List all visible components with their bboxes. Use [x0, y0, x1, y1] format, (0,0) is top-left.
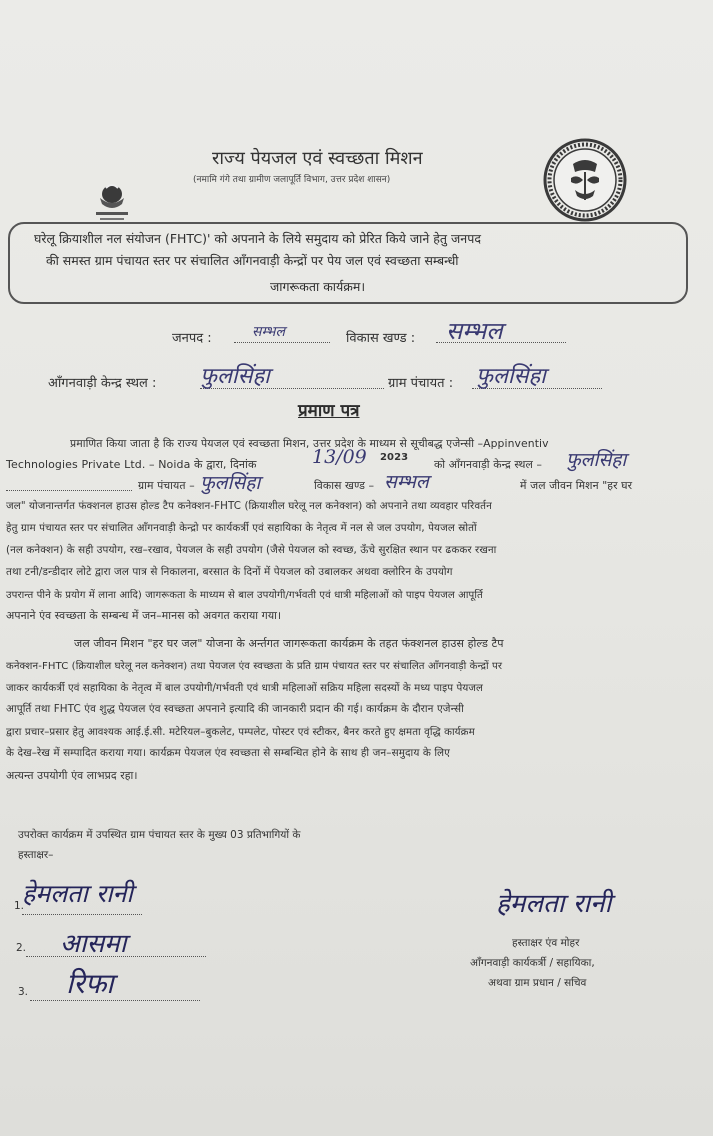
program-title-line2: की समस्त ग्राम पंचायत स्तर पर संचालित आँगनवाड़ी केन्द्रों पर पेय जल एवं स्वच्छता सम्बन्धी: [46, 253, 459, 268]
vikas-value-inline: सम्भल: [384, 471, 429, 493]
certificate-heading: प्रमाण पत्र: [298, 401, 360, 421]
signatory-3-number: 3.: [18, 986, 29, 998]
signatory-1-number: 1.: [14, 900, 25, 912]
vikas-khand-value: सम्भल: [446, 317, 503, 345]
para1-line2a: Technologies Private Ltd. – Noida के द्वारा, दिनांक: [6, 458, 257, 471]
official-designation-2: अथवा ग्राम प्रधान / सचिव: [488, 977, 587, 989]
gram-panchayat-label: ग्राम पंचायत :: [388, 376, 454, 391]
janpad-line: [234, 342, 330, 343]
para2-line3: जाकर कार्यकर्त्री एवं सहायिका के नेतृत्व में बाल उपयोगी/गर्भवती एवं धात्री महिलाओं सक्रिय महिला सदस्यों के मध्य पाइप पेयजल: [6, 683, 484, 694]
signatories-label: हस्ताक्षर–: [18, 849, 54, 861]
signatory-2-line: [26, 956, 206, 957]
jal-jeevan-mission-logo: [86, 178, 138, 226]
gram-value-inline: फुलसिंहा: [200, 472, 261, 494]
official-sign-seal-label: हस्ताक्षर एंव मोहर: [512, 937, 580, 949]
gram-panchayat-value: फुलसिंहा: [476, 364, 546, 389]
para1-line2b: को आँगनवाड़ी केन्द्र स्थल –: [434, 458, 542, 471]
signatory-1-line: [22, 914, 142, 915]
program-title-line3: जागरूकता कार्यक्रम।: [270, 279, 366, 294]
para2-line6: के देख–रेख में सम्पादित कराया गया। कार्यक्रम पेयजल एंव स्वच्छता से सम्बन्धित होने के साथ ही जन–समुदाय के लिए: [6, 747, 451, 759]
para2-line1: जल जीवन मिशन "हर घर जल" योजना के अर्न्तगत जागरूकता कार्यक्रम के तहत फंक्शनल हाउस होल्ड टैप: [74, 637, 504, 650]
signatory-3-line: [30, 1000, 200, 1001]
vikas-khand-label: विकास खण्ड :: [346, 331, 416, 346]
program-title-line1: घरेलू क्रियाशील नल संयोजन (FHTC)' को अपनाने के लिये समुदाय को प्रेरित किये जाने हेतु जनपद: [34, 231, 481, 246]
up-govt-emblem: [543, 138, 627, 222]
anganwadi-value: फुलसिंहा: [200, 364, 270, 389]
janpad-value: सम्भल: [252, 324, 285, 340]
signatory-2-signature: आसमा: [60, 929, 127, 959]
signatory-1-signature: हेमलता रानी: [22, 879, 133, 908]
para1-line5: हेतु ग्राम पंचायत स्तर पर संचालित आँगनवाड़ी केन्द्रो पर कार्यकर्त्री एवं सहायिका के नेतृत्व में नल से जल उपयोग, पेयजल स्रोतों: [6, 522, 477, 534]
para1-line9: अपनाने एंव स्वच्छता के सम्बन्ध में जन–मानस को अवगत कराया गया।: [6, 609, 282, 622]
para1-line3c: में जल जीवन मिशन "हर घर: [520, 479, 633, 492]
program-year: 2023: [380, 452, 409, 463]
para1-line8: उपरान्त पीने के प्रयोग में लाना आदि) जागरूकता के माध्यम से बाल उपयोगी/गर्भवती एवं धात्री महिलाओं को पाइप पेयजल आपूर्ति: [6, 590, 483, 601]
signatory-3-signature: रिफा: [66, 967, 114, 1000]
mission-subtitle: (नमामि गंगे तथा ग्रामीण जलापूर्ति विभाग, उत्तर प्रदेश शासन): [193, 175, 391, 185]
para1-line3b: विकास खण्ड –: [314, 479, 375, 492]
official-signature: हेमलता रानी: [496, 889, 612, 919]
official-designation-1: आँगनवाड़ी कार्यकर्त्री / सहायिका,: [470, 957, 595, 969]
anganwadi-label: आँगनवाड़ी केन्द्र स्थल :: [48, 376, 157, 391]
para1-line4: जल" योजनान्तर्गत फंक्शनल हाउस होल्ड टैप कनेक्शन-FHTC (क्रियाशील घरेलू नल कनेक्शन) को अपनाने तथा व्यवहार परिवर्तन: [6, 500, 492, 512]
para2-line7: अत्यन्त उपयोगी एंव लाभप्रद रहा।: [6, 769, 138, 782]
kendra-value-inline: फुलसिंहा: [566, 449, 627, 471]
para1-line6: (नल कनेक्शन) के सही उपयोग, रख–रखाव, पेयजल के सही उपयोग (जैसे पेयजल को स्वच्छ, ऊँचे सुरक्षित स्थान पर ढककर रखना: [6, 544, 497, 556]
mission-title: राज्य पेयजल एवं स्वच्छता मिशन: [212, 148, 423, 169]
para2-line5: द्वारा प्रचार–प्रसार हेतु आवश्यक आई.ई.सी. मटेरियल–बुकलेट, पम्पलेट, पोस्टर एवं स्टीकर, बैनर करते हुए क्षमता वृद्धि कार्यक्रम: [6, 727, 475, 738]
para2-line4: आपूर्ति तथा FHTC एंव शुद्ध पेयजल एंव स्वच्छता अपनाने इत्यादि की जानकारी प्रदान की गई। कार्यक्रम के दौरान एजेन्सी: [6, 703, 464, 715]
program-date: 13/09: [312, 446, 367, 468]
janpad-label: जनपद :: [172, 331, 212, 346]
signatory-2-number: 2.: [16, 942, 27, 954]
para1-line1: प्रमाणित किया जाता है कि राज्य पेयजल एवं स्वच्छता मिशन, उत्तर प्रदेश के माध्यम से सूचीबद्ध एजेन्सी –Appinventiv: [70, 437, 549, 450]
para2-line2: कनेक्शन-FHTC (क्रियाशील घरेलू नल कनेक्शन) तथा पेयजल एंव स्वच्छता के प्रति ग्राम पंचायत स्तर पर संचालित आँगनवाड़ी केन्द्रों पर: [6, 661, 503, 672]
para1-line3a: ग्राम पंचायत –: [138, 479, 195, 492]
signatories-intro: उपरोक्त कार्यक्रम में उपस्थित ग्राम पंचायत स्तर के मुख्य 03 प्रतिभागियों के: [18, 829, 301, 841]
para1-line7: तथा टनी/डन्डीदार लोटे द्वारा जल पात्र से निकालना, बरसात के दिनों में पेयजल को उबालकर अथवा क्लोरिन के उपयोग: [6, 566, 453, 578]
para1-blank-line: [6, 490, 132, 491]
